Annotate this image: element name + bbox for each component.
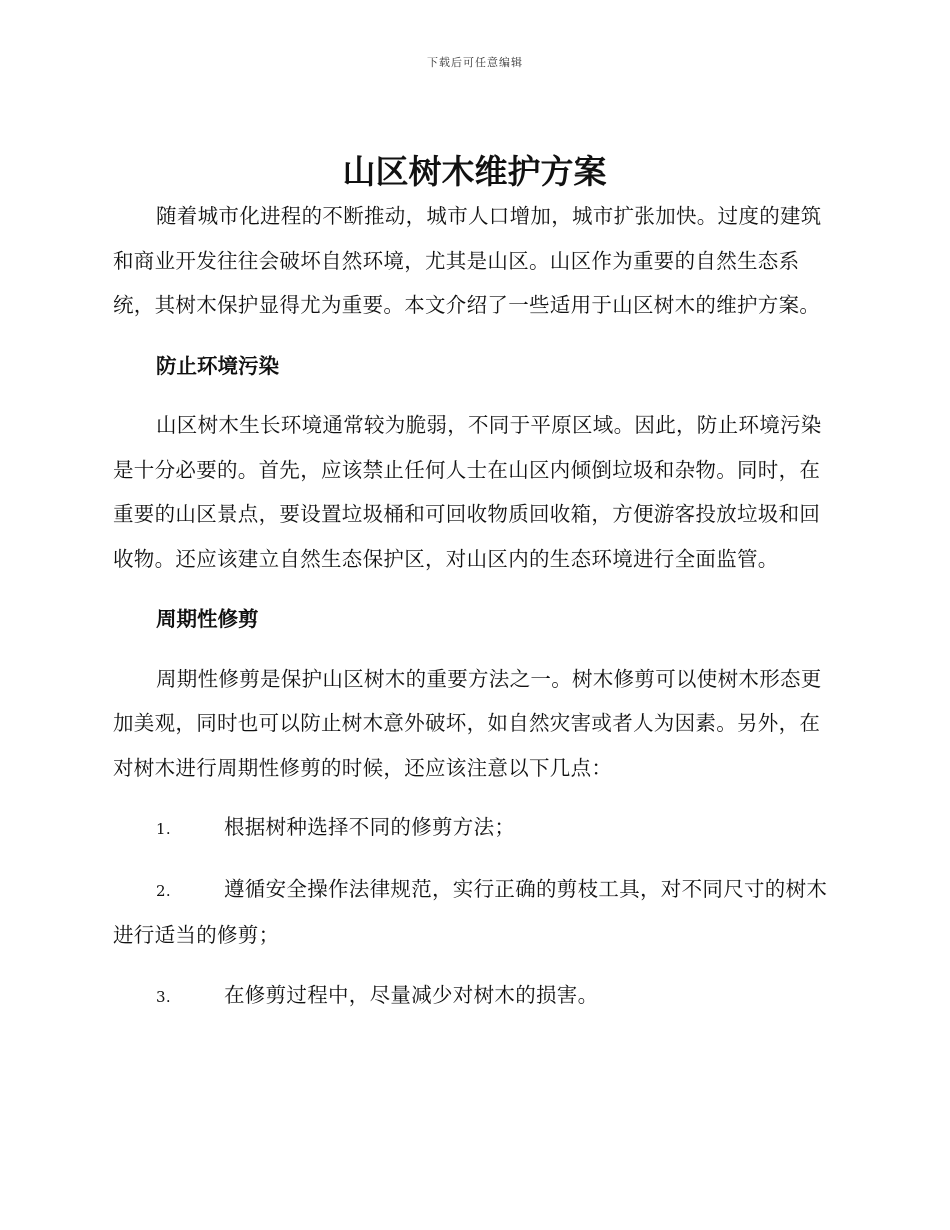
list-item bbox=[113, 867, 836, 958]
list-number: 1. bbox=[156, 820, 171, 838]
list-number: 3. bbox=[156, 987, 171, 1006]
page-header: 下载后可任意编辑 bbox=[427, 56, 523, 69]
section-paragraph: 山区树木生长环境通常较为脆弱，不同于平原区域。因此，防止环境污染是十分必要的。首先，应该禁止任何人士在山区内倾倒垃圾和杂物。同时，在重要的山区景点，要设置垃圾桶和可回收物质回收箱，方便游客投放垃圾和回收物。还应该建立自然生态保护区，对山区内的生态环境进行全面监管。 bbox=[113, 413, 822, 571]
list-item bbox=[113, 805, 836, 852]
intro-paragraph: 随着城市化进程的不断推动，城市人口增加，城市扩张加快。过度的建筑和商业开发往往会破坏自然环境，尤其是山区。山区作为重要的自然生态系统，其树木保护显得尤为重要。本文介绍了一些适用于山区树木的维护方案。 bbox=[113, 204, 822, 317]
section-heading: 防止环境污染 bbox=[156, 353, 279, 378]
list-item-text: 在修剪过程中，尽量减少对树木的损害。 bbox=[224, 982, 599, 1007]
list-number: 2. bbox=[156, 881, 171, 900]
list-item-text: 遵循安全操作法律规范，实行正确的剪枝工具，对不同尺寸的树木进行适当的修剪； bbox=[113, 876, 828, 947]
section-paragraph: 周期性修剪是保护山区树木的重要方法之一。树木修剪可以使树木形态更加美观，同时也可以防止树木意外破坏，如自然灾害或者人为因素。另外，在对树木进行周期性修剪的时候，还应该注意以下几点： bbox=[113, 666, 822, 780]
section-heading: 周期性修剪 bbox=[156, 607, 259, 631]
list-item-text: 根据树种选择不同的修剪方法； bbox=[224, 815, 516, 839]
document-body bbox=[113, 150, 836, 1019]
list-item bbox=[113, 973, 836, 1020]
document-title: 山区树木维护方案 bbox=[342, 152, 607, 191]
